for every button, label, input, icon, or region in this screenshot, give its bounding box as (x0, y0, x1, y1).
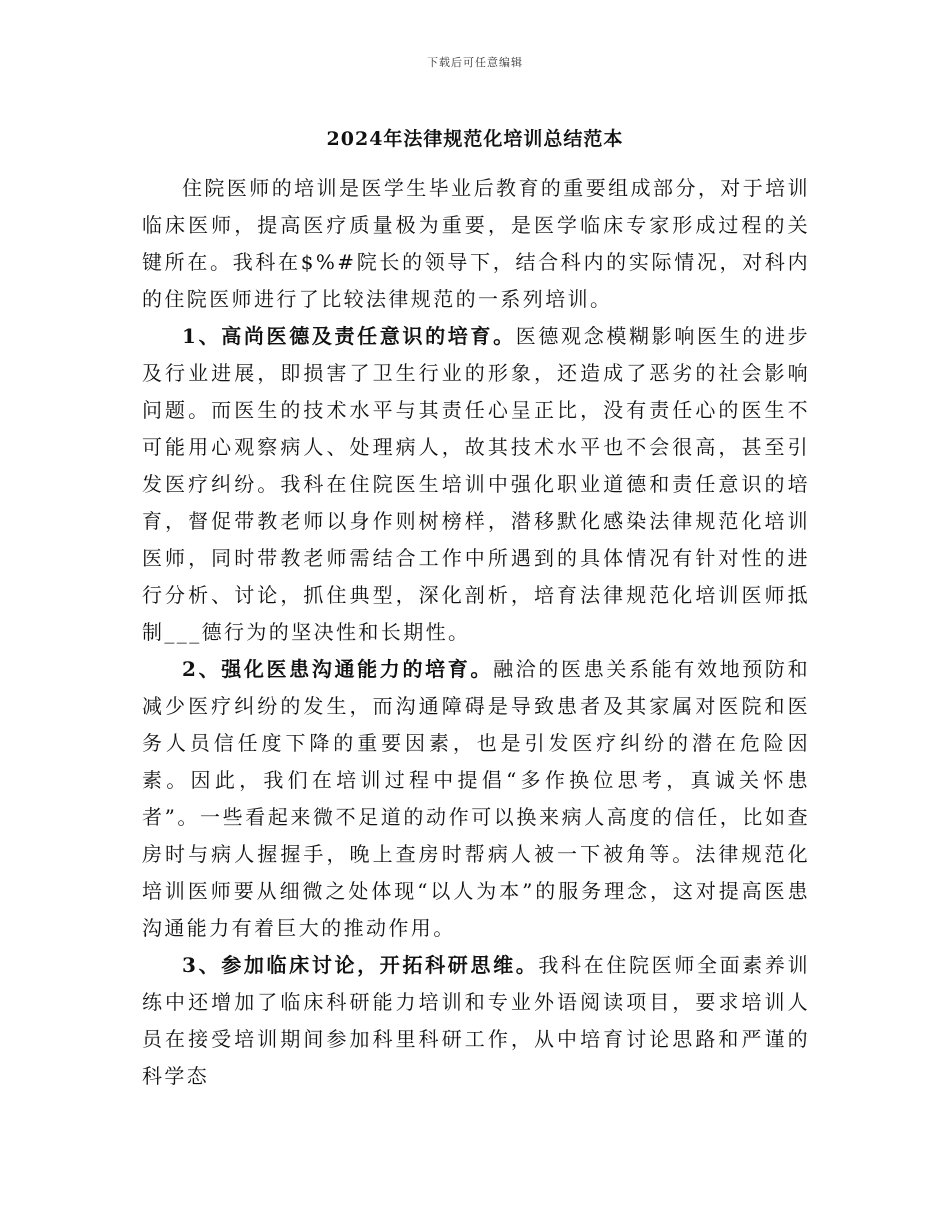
paragraph-intro (142, 170, 810, 318)
section-heading: 1、高尚医德及责任意识的培育。 (182, 324, 516, 348)
page-header-note: 下载后可任意编辑 (427, 56, 523, 69)
section-heading: 2、强化医患沟通能力的培育。 (182, 657, 494, 681)
paragraph-section-2 (142, 651, 810, 947)
paragraph-text: 融洽的医患关系能有效地预防和减少医疗纠纷的发生，而沟通障碍是导致患者及其家属对医院和医务人员信任度下降的重要因素，也是引发医疗纠纷的潜在危险因素。因此，我们在培训过程中提倡“多作换位思考，真诚关怀患者”。一些看起来微不足道的动作可以换来病人高度的信任，比如查房时与病人握握手，晚上查房时帮病人被一下被角等。法律规范化培训医师要从细微之处体现“以人为本”的服务理念，这对提高医患沟通能力有着巨大的推动作用。 (142, 657, 810, 940)
paragraph-text: 医德观念模糊影响医生的进步及行业进展，即损害了卫生行业的形象，还造成了恶劣的社会影响问题。而医生的技术水平与其责任心呈正比，没有责任心的医生不可能用心观察病人、处理病人，故其技术水平也不会很高，甚至引发医疗纠纷。我科在住院医生培训中强化职业道德和责任意识的培育，督促带教老师以身作则树榜样，潜移默化感染法律规范化培训医师，同时带教老师需结合工作中所遇到的具体情况有针对性的进行分析、讨论，抓住典型，深化剖析，培育法律规范化培训医师抵制___德行为的坚决性和长期性。 (142, 324, 811, 644)
paragraph-text: 我科在住院医师全面素养训练中还增加了临床科研能力培训和专业外语阅读项目，要求培训人员在接受培训期间参加科里科研工作，从中培育讨论思路和严谨的科学态 (142, 953, 810, 1088)
paragraph-section-1 (142, 318, 810, 651)
paragraph-section-3 (142, 947, 810, 1095)
document-body (142, 170, 810, 1095)
paragraph-text: 住院医师的培训是医学生毕业后教育的重要组成部分，对于培训临床医师，提高医疗质量极为重要，是医学临床专家形成过程的关键所在。我科在$%#院长的领导下，结合科内的实际情况，对科内的住院医师进行了比较法律规范的一系列培训。 (142, 176, 810, 311)
section-heading: 3、参加临床讨论，开拓科研思维。 (182, 953, 539, 977)
document-title: 2024年法律规范化培训总结范本 (326, 128, 624, 150)
